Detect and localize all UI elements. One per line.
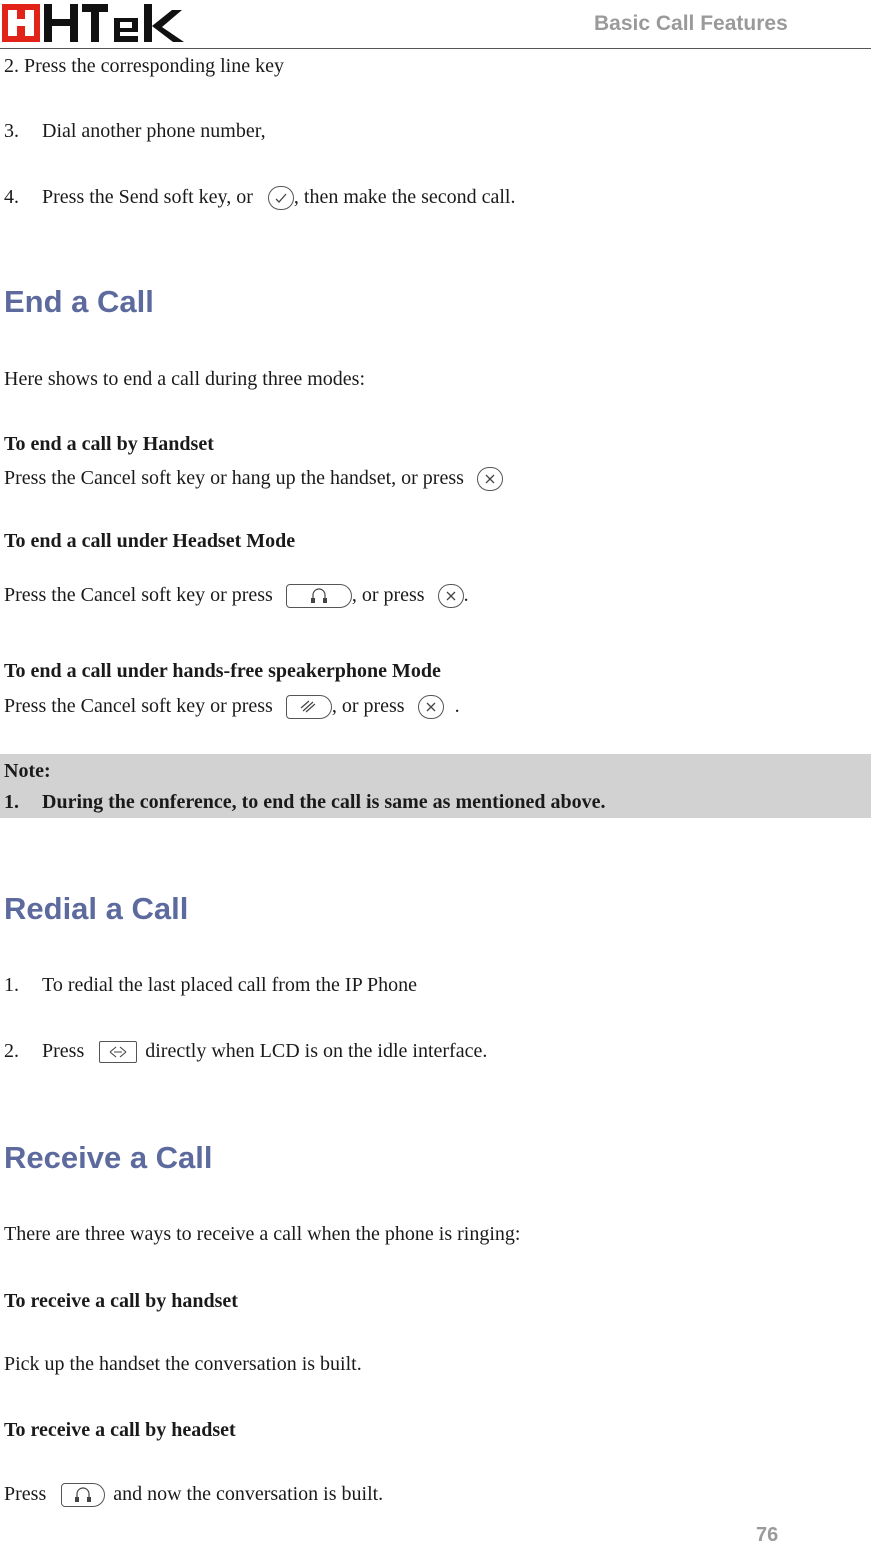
cancel-key-icon (477, 467, 503, 491)
paragraph-text: Press the Cancel soft key or press (4, 695, 273, 717)
paragraph-text-end: . (454, 695, 460, 717)
receive-intro: There are three ways to receive a call when the phone is ringing: (4, 1223, 521, 1245)
section-title-end-call: End a Call (4, 284, 154, 319)
htek-logo (2, 2, 192, 44)
step-text-cont: directly when LCD is on the idle interface. (145, 1040, 488, 1062)
receive-handset-text: Pick up the handset the conversation is built. (4, 1353, 362, 1375)
paragraph-text-cont: , or press (331, 695, 405, 717)
paragraph-text-end: . (463, 584, 469, 606)
paragraph-text-cont: , or press (351, 584, 425, 606)
step-number: 3. (4, 120, 19, 142)
headset-key-icon (286, 584, 352, 608)
end-speaker-text (4, 695, 460, 719)
step-number: 1. (4, 974, 19, 996)
step-text: Press the Send soft key, or (42, 186, 253, 208)
receive-handset-heading: To receive a call by handset (4, 1290, 238, 1312)
step-2-text: 2. Press the corresponding line key (4, 55, 284, 77)
receive-headset-heading: To receive a call by headset (4, 1419, 236, 1441)
end-handset-heading: To end a call by Handset (4, 433, 214, 455)
step-text: Press (42, 1040, 85, 1062)
note-label: Note: (4, 760, 51, 782)
end-headset-text (4, 584, 469, 608)
note-item (4, 791, 605, 814)
page-number: 76 (756, 1524, 779, 1546)
header-divider (0, 48, 871, 49)
note-item-number: 1. (4, 791, 19, 813)
step-number: 2. (4, 1040, 19, 1062)
send-key-icon (268, 186, 294, 210)
end-headset-heading: To end a call under Headset Mode (4, 530, 296, 552)
step-text: Dial another phone number, (42, 120, 266, 142)
paragraph-text: Press the Cancel soft key or hang up the handset, or press (4, 467, 464, 489)
note-item-text: During the conference, to end the call is same as mentioned above. (42, 791, 606, 813)
step-text: To redial the last placed call from the IP Phone (42, 974, 417, 996)
paragraph-text: Press the Cancel soft key or press (4, 584, 273, 606)
end-handset-text (4, 467, 503, 491)
paragraph-text: Press (4, 1483, 47, 1505)
headset-key-icon (61, 1483, 105, 1507)
step-number: 4. (4, 186, 19, 208)
end-speaker-heading: To end a call under hands-free speakerphone Mode (4, 660, 441, 682)
section-title-receive: Receive a Call (4, 1140, 213, 1175)
redial-step-1 (4, 974, 417, 997)
htek-logo-icon (2, 2, 192, 44)
step-3 (4, 120, 266, 143)
end-call-intro: Here shows to end a call during three modes: (4, 368, 366, 390)
section-title-redial: Redial a Call (4, 891, 189, 926)
redial-step-2 (4, 1040, 487, 1063)
cancel-key-icon (418, 695, 444, 719)
header-title: Basic Call Features (594, 12, 788, 35)
redial-key-icon (99, 1041, 137, 1063)
speakerphone-key-icon (286, 695, 332, 719)
receive-headset-text (4, 1483, 383, 1507)
paragraph-text-cont: and now the conversation is built. (113, 1483, 384, 1505)
cancel-key-icon (438, 584, 464, 608)
step-4 (4, 186, 516, 210)
step-text-cont: , then make the second call. (293, 186, 516, 208)
